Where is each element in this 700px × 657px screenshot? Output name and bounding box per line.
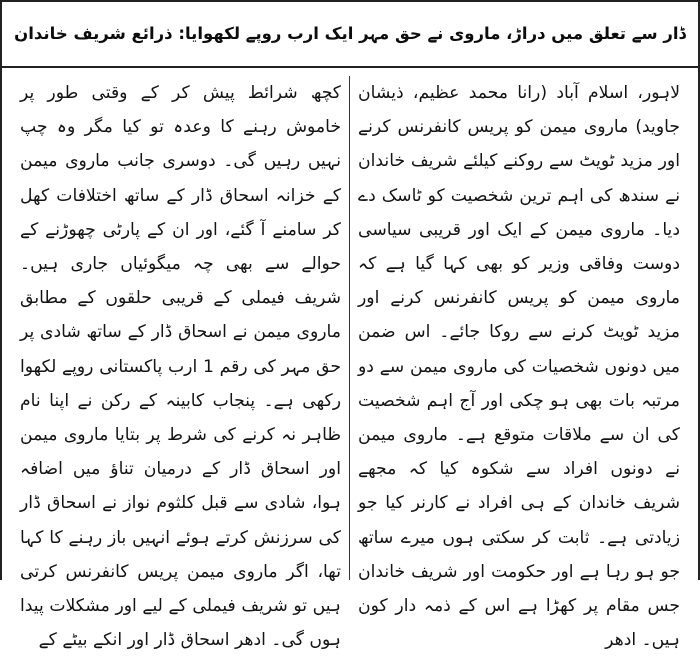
headline: ڈار سے تعلق میں دراڑ، ماروی نے حق مہر ایک ارب روپے لکھوایا: ذرائع شریف خاندان bbox=[14, 23, 686, 43]
article-body bbox=[12, 76, 688, 651]
byline: لاہور، اسلام آباد (رانا محمد عظیم، ذیشان جاوید) bbox=[358, 83, 680, 138]
column-left bbox=[12, 76, 350, 651]
headline-bar bbox=[2, 2, 698, 68]
column-right bbox=[350, 76, 688, 651]
column-right-text bbox=[358, 76, 680, 657]
column-left-text: کچھ شرائط پیش کر کے وقتی طور پر خاموش رہنے کا وعدہ تو کیا مگر وہ چپ نہیں رہیں گی۔ دوسری جانب ماروی میمن کے خزانہ اسحاق ڈار کے ساتھ اختلافات کھل کر سامنے آ گئے، اور ان کے پارٹی چھوڑنے کے حوالے سے بھی چہ میگوئیاں جاری ہیں۔ شریف فیملی کے قریبی حلقوں کے مطابق ماروی میمن نے اسحاق ڈار کے ساتھ شادی پر حق مہر کی رقم 1 ارب پاکستانی روپے لکھوا رکھی ہے۔ پنجاب کابینہ کے رکن نے اپنا نام ظاہر نہ کرنے کی شرط پر بتایا ماروی میمن اور اسحاق ڈار کے درمیان تناؤ میں اضافہ ہوا، شادی سے قبل کلثوم نواز نے اسحاق ڈار کی سرزنش کرتے ہوئے انہیں باز رہنے کا کہا تھا، اگر ماروی میمن پریس کانفرنس کرتی ہیں تو شریف فیملی کے لیے اور مشکلات پیدا ہوں گی۔ ادھر اسحاق ڈار اور انکے بیٹے کے bbox=[20, 83, 341, 651]
column-right-body: ماروی میمن کو پریس کانفرنس کرنے اور مزید ٹویٹ سے روکنے کیلئے شریف خاندان نے سندھ کی اہم ترین شخصیت کو ٹاسک دے دیا۔ ماروی میمن کے ایک اور قریبی سیاسی دوست وفاقی وزیر کو بھی کہا گیا ہے کہ ماروی میمن کو پریس کانفرنس کرنے اور مزید ٹویٹ کرنے سے روکا جائے۔ اس ضمن میں دونوں شخصیات کی ماروی میمن سے دو مرتبہ بات بھی ہو چکی اور آج اہم شخصیت کی ان سے ملاقات متوقع ہے۔ ماروی میمن نے دونوں افراد سے شکوہ کیا کہ مجھے شریف خاندان کے ہی افراد نے کارنر کیا جو زیادتی ہے۔ ثابت کر سکتی ہوں میرے ساتھ جو ہو رہا ہے اور حکومت اور شریف خاندان جس مقام پر کھڑا ہے اس کے ذمہ دار کون ہیں۔ ادھر bbox=[358, 117, 680, 651]
